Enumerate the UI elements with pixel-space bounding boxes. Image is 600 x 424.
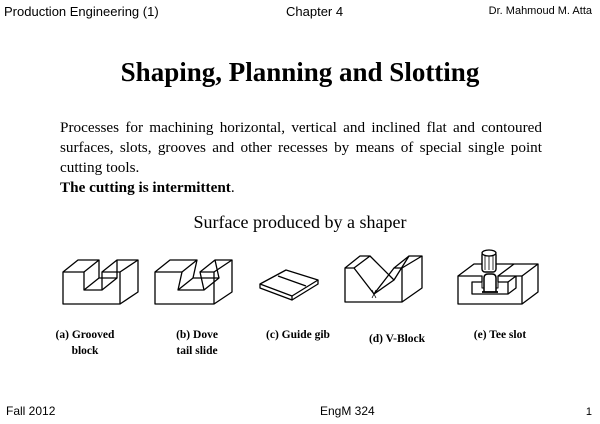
figure-caption-a <box>40 327 130 359</box>
caption-d-line1: (d) V-Block <box>368 333 426 345</box>
figure-caption-c <box>248 327 348 343</box>
figure-caption-d <box>352 331 442 347</box>
figure-caption-b <box>152 327 242 359</box>
dovetail-slide-icon <box>152 254 238 310</box>
caption-e-line1: (e) Tee slot <box>473 329 527 341</box>
figure-caption-e <box>455 327 545 343</box>
intro-emphasis-suffix: . <box>230 179 235 196</box>
figure-subtitle: Surface produced by a shaper <box>193 212 407 232</box>
header-chapter: Chapter 4 <box>286 4 344 19</box>
caption-b-line1: (b) Dove <box>176 329 218 341</box>
guide-gib-icon <box>256 264 322 304</box>
footer-page-number: 1 <box>585 406 592 418</box>
caption-a-line2: block <box>71 345 99 357</box>
intro-paragraph: Processes for machining horizontal, vertical and inclined flat and contoured surfaces, slots, grooves and other recesses by means of special single point cutting tools. <box>60 119 542 176</box>
shaper-surfaces-figure <box>0 248 600 318</box>
footer-term: Fall 2012 <box>6 404 56 418</box>
caption-a-line1: (a) Grooved <box>55 329 115 341</box>
intro-emphasis: The cutting is intermittent <box>60 179 231 196</box>
intro-text <box>60 118 542 198</box>
grooved-block-icon <box>60 254 144 310</box>
caption-c-line1: (c) Guide gib <box>266 329 330 341</box>
header-author: Dr. Mahmoud M. Atta <box>488 5 592 17</box>
footer-course-code: EngM 324 <box>320 404 375 418</box>
slide-title: Shaping, Planning and Slotting <box>120 57 480 87</box>
tee-slot-icon <box>454 248 544 312</box>
caption-b-line2: tail slide <box>176 345 218 357</box>
header-course-title: Production Engineering (1) <box>4 4 159 19</box>
v-block-icon <box>342 252 428 310</box>
